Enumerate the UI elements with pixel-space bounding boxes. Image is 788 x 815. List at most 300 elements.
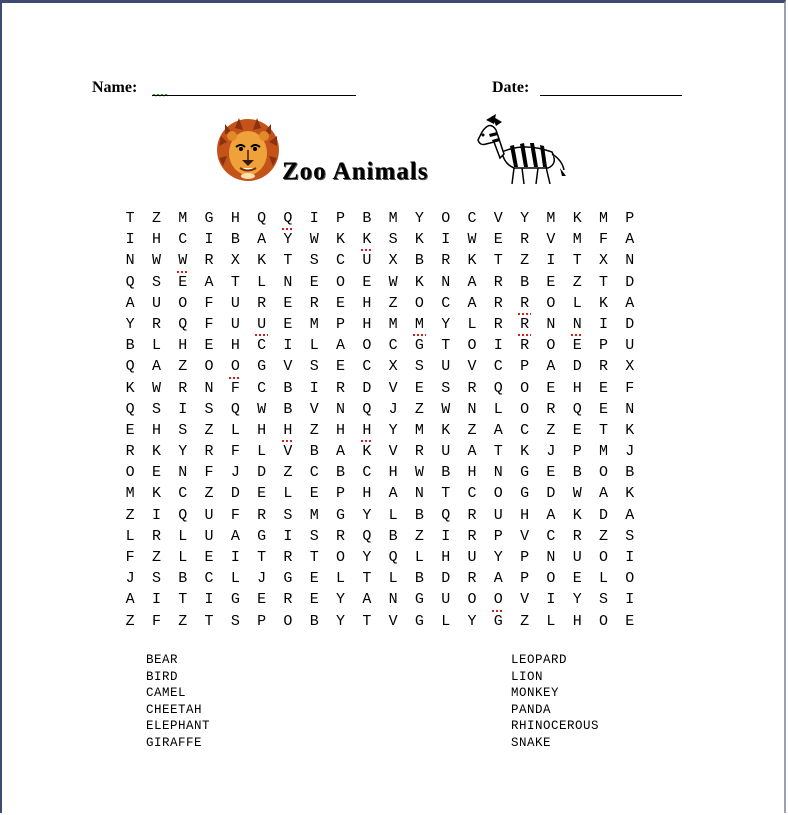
grid-cell: B — [625, 464, 635, 482]
grid-cell: O — [336, 549, 346, 566]
grid-cell: S — [151, 273, 161, 291]
grid-cell: J — [125, 570, 135, 588]
grid-cell: O — [598, 464, 608, 482]
word-search-grid — [117, 210, 643, 634]
grid-cell: W — [309, 231, 319, 249]
word-list-item: CAMEL — [146, 686, 187, 701]
grid-cell: Y — [178, 443, 188, 461]
grid-cell: L — [257, 443, 267, 461]
grid-cell: G — [283, 570, 293, 588]
grid-cell: Y — [414, 210, 424, 227]
grid-cell: S — [178, 421, 188, 439]
grid-cell: K — [625, 485, 635, 503]
grid-cell: H — [151, 231, 161, 249]
grid-cell: J — [230, 464, 240, 482]
grid-cell: V — [388, 379, 398, 397]
grid-cell: K — [414, 231, 424, 249]
grid-cell: B — [125, 337, 135, 355]
grid-cell: V — [283, 358, 293, 376]
grid-cell: T — [572, 252, 582, 270]
grid-cell: G — [520, 485, 530, 503]
grid-cell: U — [362, 252, 372, 270]
grid-cell: N — [564, 316, 590, 337]
grid-cell: N — [283, 273, 293, 291]
grid-cell: P — [625, 210, 635, 227]
grid-cell: Z — [388, 294, 398, 312]
grid-cell: L — [283, 485, 293, 503]
grid-cell: O — [546, 337, 556, 355]
grid-cell: O — [283, 612, 293, 630]
grid-cell: K — [257, 252, 267, 270]
grid-row — [117, 401, 643, 422]
grid-cell: M — [572, 231, 582, 249]
grid-cell: S — [388, 231, 398, 249]
grid-cell: H — [257, 421, 267, 439]
grid-cell: E — [309, 485, 319, 503]
grid-cell: N — [414, 485, 424, 503]
grid-cell: F — [230, 443, 240, 461]
grid-cell: H — [572, 379, 582, 397]
grid-row — [117, 316, 643, 337]
grid-cell: Q — [178, 315, 188, 333]
grid-cell: E — [283, 315, 293, 333]
grid-cell: V — [388, 612, 398, 630]
grid-cell: R — [414, 443, 424, 461]
grid-cell: Y — [467, 612, 477, 630]
grid-cell: E — [572, 421, 582, 439]
grid-cell: J — [625, 443, 635, 461]
grid-cell: L — [441, 612, 451, 630]
grid-cell: L — [309, 337, 319, 355]
grid-cell: H — [362, 294, 372, 312]
grid-cell: A — [336, 337, 346, 355]
grid-cell: N — [546, 549, 556, 566]
grid-cell: E — [151, 464, 161, 482]
grid-cell: S — [309, 527, 319, 545]
grid-cell: Q — [178, 506, 188, 524]
lion-icon — [215, 116, 281, 184]
grid-cell: U — [230, 315, 240, 333]
word-list-item: SNAKE — [511, 735, 552, 750]
grid-cell: S — [204, 400, 214, 418]
grid-cell: A — [230, 527, 240, 545]
grid-cell: E — [204, 337, 214, 355]
grid-cell: P — [520, 570, 530, 588]
grid-cell: O — [222, 358, 248, 379]
grid-cell: D — [362, 379, 372, 397]
grid-cell: K — [414, 273, 424, 291]
grid-cell: K — [354, 231, 380, 252]
grid-cell: J — [546, 443, 556, 461]
grid-cell: X — [230, 252, 240, 270]
grid-cell: Q — [388, 549, 398, 566]
grid-cell: L — [336, 570, 346, 588]
grid-row — [117, 358, 643, 379]
grid-cell: M — [598, 443, 608, 461]
grid-cell: O — [467, 337, 477, 355]
grid-cell: R — [204, 443, 214, 461]
grid-cell: P — [572, 443, 582, 461]
grid-cell: O — [546, 294, 556, 312]
grid-cell: G — [414, 591, 424, 609]
grid-cell: R — [467, 527, 477, 545]
grid-cell: U — [625, 337, 635, 355]
grid-cell: B — [520, 273, 530, 291]
word-list-item: MONKEY — [511, 686, 560, 701]
grid-cell: D — [625, 273, 635, 291]
grid-cell: M — [125, 485, 135, 503]
grid-cell: L — [388, 570, 398, 588]
grid-cell: Q — [362, 527, 372, 545]
grid-cell: H — [467, 464, 477, 482]
grid-row — [117, 252, 643, 273]
grid-cell: D — [257, 464, 267, 482]
grid-row — [117, 337, 643, 358]
grid-cell: X — [625, 358, 635, 376]
grid-cell: D — [598, 506, 608, 524]
grid-cell: T — [230, 273, 240, 291]
grid-cell: Y — [493, 549, 503, 566]
grid-cell: I — [125, 231, 135, 249]
grid-row — [117, 549, 643, 570]
grid-cell: M — [406, 316, 432, 337]
grid-cell: P — [493, 527, 503, 545]
grid-row — [117, 613, 643, 634]
grid-cell: O — [336, 273, 346, 291]
grid-cell: B — [572, 464, 582, 482]
name-label: Name: — [92, 79, 138, 96]
grid-cell: Z — [572, 273, 582, 291]
grid-cell: P — [520, 358, 530, 376]
grid-cell: U — [493, 506, 503, 524]
grid-cell: K — [362, 443, 372, 461]
grid-cell: A — [546, 358, 556, 376]
grid-cell: F — [125, 549, 135, 566]
grid-cell: U — [248, 316, 274, 337]
date-field[interactable] — [540, 95, 682, 96]
grid-cell: V — [520, 591, 530, 609]
grid-cell: N — [625, 400, 635, 418]
grid-cell: K — [572, 210, 582, 227]
grid-cell: I — [283, 337, 293, 355]
grid-cell: C — [467, 210, 477, 227]
grid-cell: E — [598, 379, 608, 397]
grid-cell: W — [170, 252, 196, 273]
grid-cell: V — [283, 443, 293, 461]
grid-cell: C — [178, 231, 188, 249]
grid-cell: L — [178, 549, 188, 566]
grid-cell: C — [204, 570, 214, 588]
grid-cell: J — [257, 570, 267, 588]
grid-cell: V — [493, 210, 503, 227]
grid-cell: O — [441, 210, 451, 227]
grid-cell: Z — [151, 549, 161, 566]
grid-cell: Q — [125, 273, 135, 291]
grid-cell: I — [441, 527, 451, 545]
grid-cell: A — [257, 231, 267, 249]
grid-cell: R — [283, 549, 293, 566]
grid-cell: T — [204, 612, 214, 630]
grid-cell: G — [336, 506, 346, 524]
grid-cell: T — [441, 485, 451, 503]
grid-cell: P — [336, 315, 346, 333]
grid-cell: H — [441, 549, 451, 566]
grid-cell: C — [441, 294, 451, 312]
grid-cell: L — [151, 337, 161, 355]
grid-cell: E — [572, 570, 582, 588]
grid-row — [117, 464, 643, 485]
grid-cell: L — [414, 549, 424, 566]
grid-cell: A — [204, 273, 214, 291]
grid-cell: R — [467, 506, 477, 524]
grid-row — [117, 528, 643, 549]
grid-cell: H — [336, 421, 346, 439]
grid-cell: H — [354, 422, 380, 443]
grid-cell: M — [414, 421, 424, 439]
grid-cell: N — [204, 379, 214, 397]
grid-cell: I — [546, 591, 556, 609]
grid-cell: G — [204, 210, 214, 227]
grid-cell: P — [598, 337, 608, 355]
grid-cell: H — [388, 464, 398, 482]
grid-cell: H — [520, 506, 530, 524]
grid-cell: B — [414, 506, 424, 524]
grid-cell: O — [493, 485, 503, 503]
grid-cell: A — [546, 506, 556, 524]
grid-cell: H — [151, 421, 161, 439]
grid-row — [117, 507, 643, 528]
grid-cell: N — [388, 591, 398, 609]
grid-cell: N — [546, 315, 556, 333]
grid-cell: R — [336, 379, 346, 397]
grid-cell: E — [309, 570, 319, 588]
grid-row — [117, 485, 643, 506]
grid-cell: Z — [204, 421, 214, 439]
grid-cell: G — [414, 337, 424, 355]
grid-cell: W — [572, 485, 582, 503]
grid-cell: I — [230, 549, 240, 566]
grid-cell: I — [625, 591, 635, 609]
grid-cell: G — [257, 527, 267, 545]
grid-cell: U — [441, 358, 451, 376]
grid-cell: S — [283, 506, 293, 524]
grid-cell: R — [511, 316, 537, 337]
grid-cell: R — [257, 294, 267, 312]
grid-cell: R — [572, 527, 582, 545]
grid-cell: Y — [125, 315, 135, 333]
grid-cell: C — [546, 527, 556, 545]
grid-cell: O — [520, 379, 530, 397]
grid-cell: I — [441, 231, 451, 249]
grid-cell: I — [151, 591, 161, 609]
grid-cell: H — [572, 612, 582, 630]
grid-row — [117, 380, 643, 401]
grid-cell: R — [336, 527, 346, 545]
grid-cell: I — [204, 591, 214, 609]
grid-cell: V — [520, 527, 530, 545]
grid-cell: B — [178, 570, 188, 588]
grid-cell: Z — [178, 358, 188, 376]
grid-cell: E — [283, 294, 293, 312]
grid-cell: U — [441, 591, 451, 609]
grid-cell: F — [230, 379, 240, 397]
grid-cell: N — [625, 252, 635, 270]
grid-cell: A — [336, 443, 346, 461]
grid-cell: C — [257, 379, 267, 397]
grid-cell: K — [151, 485, 161, 503]
grid-cell: O — [204, 358, 214, 376]
grid-cell: P — [336, 210, 346, 227]
word-list-item: RHINOCEROUS — [511, 719, 600, 734]
grid-cell: L — [598, 570, 608, 588]
grid-cell: A — [125, 591, 135, 609]
grid-cell: A — [388, 485, 398, 503]
grid-cell: T — [493, 443, 503, 461]
grid-cell: X — [598, 252, 608, 270]
grid-cell: R — [598, 358, 608, 376]
grid-cell: N — [125, 252, 135, 270]
word-list-item: CHEETAH — [146, 702, 203, 717]
grid-cell: Y — [336, 612, 346, 630]
grid-cell: U — [204, 506, 214, 524]
grid-cell: K — [572, 506, 582, 524]
grid-cell: T — [362, 570, 372, 588]
grid-cell: G — [230, 591, 240, 609]
grid-cell: A — [467, 273, 477, 291]
grid-cell: D — [546, 485, 556, 503]
grid-cell: L — [230, 421, 240, 439]
grid-row — [117, 231, 643, 252]
grid-cell: Z — [598, 527, 608, 545]
grid-cell: G — [520, 464, 530, 482]
grid-cell: M — [546, 210, 556, 227]
grid-cell: E — [125, 421, 135, 439]
grid-cell: F — [204, 464, 214, 482]
grid-cell: T — [598, 421, 608, 439]
grid-cell: B — [388, 527, 398, 545]
grid-cell: M — [178, 210, 188, 227]
grid-cell: C — [388, 337, 398, 355]
grid-cell: E — [625, 612, 635, 630]
grid-cell: Y — [362, 506, 372, 524]
grid-cell: I — [309, 379, 319, 397]
grid-cell: X — [388, 252, 398, 270]
grid-cell: W — [151, 252, 161, 270]
grid-cell: E — [546, 273, 556, 291]
grid-row — [117, 295, 643, 316]
grid-cell: L — [493, 400, 503, 418]
grid-row — [117, 570, 643, 591]
grid-cell: T — [283, 252, 293, 270]
grid-cell: O — [485, 591, 511, 612]
grid-cell: F — [625, 379, 635, 397]
grid-cell: R — [283, 591, 293, 609]
grid-cell: R — [151, 315, 161, 333]
grid-cell: O — [362, 337, 372, 355]
grid-cell: W — [388, 273, 398, 291]
grid-cell: R — [520, 231, 530, 249]
zebra-icon — [474, 112, 570, 188]
grid-cell: Z — [520, 252, 530, 270]
grid-cell: B — [414, 252, 424, 270]
grid-cell: E — [204, 549, 214, 566]
grid-cell: Y — [572, 591, 582, 609]
word-list-item: GIRAFFE — [146, 735, 203, 750]
grid-cell: T — [257, 549, 267, 566]
grid-cell: O — [178, 294, 188, 312]
grid-cell: D — [572, 358, 582, 376]
grid-cell: O — [625, 570, 635, 588]
grid-cell: V — [546, 231, 556, 249]
grid-cell: C — [467, 485, 477, 503]
grid-cell: J — [388, 400, 398, 418]
grid-cell: G — [414, 612, 424, 630]
grid-cell: T — [178, 591, 188, 609]
grid-cell: Z — [125, 506, 135, 524]
grid-cell: K — [625, 421, 635, 439]
grid-cell: W — [441, 400, 451, 418]
grid-cell: U — [204, 527, 214, 545]
grid-cell: B — [414, 570, 424, 588]
grid-cell: Z — [283, 464, 293, 482]
grid-cell: N — [493, 464, 503, 482]
grid-cell: M — [598, 210, 608, 227]
grid-cell: Y — [441, 315, 451, 333]
grid-cell: C — [362, 464, 372, 482]
grid-cell: Q — [257, 210, 267, 227]
grid-cell: B — [441, 464, 451, 482]
grid-cell: E — [309, 273, 319, 291]
grid-cell: V — [467, 358, 477, 376]
grid-cell: O — [125, 464, 135, 482]
grid-cell: F — [204, 294, 214, 312]
grid-cell: Q — [275, 210, 301, 231]
grid-cell: H — [362, 315, 372, 333]
grid-cell: E — [572, 337, 582, 355]
grid-cell: H — [362, 485, 372, 503]
grid-cell: L — [546, 612, 556, 630]
grid-cell: T — [362, 612, 372, 630]
name-field[interactable] — [152, 95, 356, 96]
grid-cell: K — [336, 231, 346, 249]
grid-cell: O — [467, 591, 477, 609]
grid-cell: A — [493, 421, 503, 439]
grid-cell: D — [625, 315, 635, 333]
grid-row — [117, 591, 643, 612]
grid-cell: O — [520, 400, 530, 418]
grid-cell: R — [520, 337, 530, 355]
grid-cell: B — [230, 231, 240, 249]
grid-cell: B — [362, 210, 372, 227]
grid-cell: Q — [493, 379, 503, 397]
grid-cell: Q — [362, 400, 372, 418]
grid-cell: S — [309, 252, 319, 270]
grid-cell: R — [151, 527, 161, 545]
grid-cell: H — [230, 210, 240, 227]
grid-cell: B — [336, 464, 346, 482]
grid-cell: L — [467, 315, 477, 333]
grid-cell: E — [309, 591, 319, 609]
grid-cell: I — [283, 527, 293, 545]
grid-cell: R — [178, 379, 188, 397]
grid-cell: A — [467, 443, 477, 461]
grid-cell: F — [204, 315, 214, 333]
grid-cell: P — [336, 485, 346, 503]
grid-cell: Q — [230, 400, 240, 418]
grid-cell: E — [257, 485, 267, 503]
grid-cell: M — [309, 315, 319, 333]
grid-cell: C — [520, 421, 530, 439]
